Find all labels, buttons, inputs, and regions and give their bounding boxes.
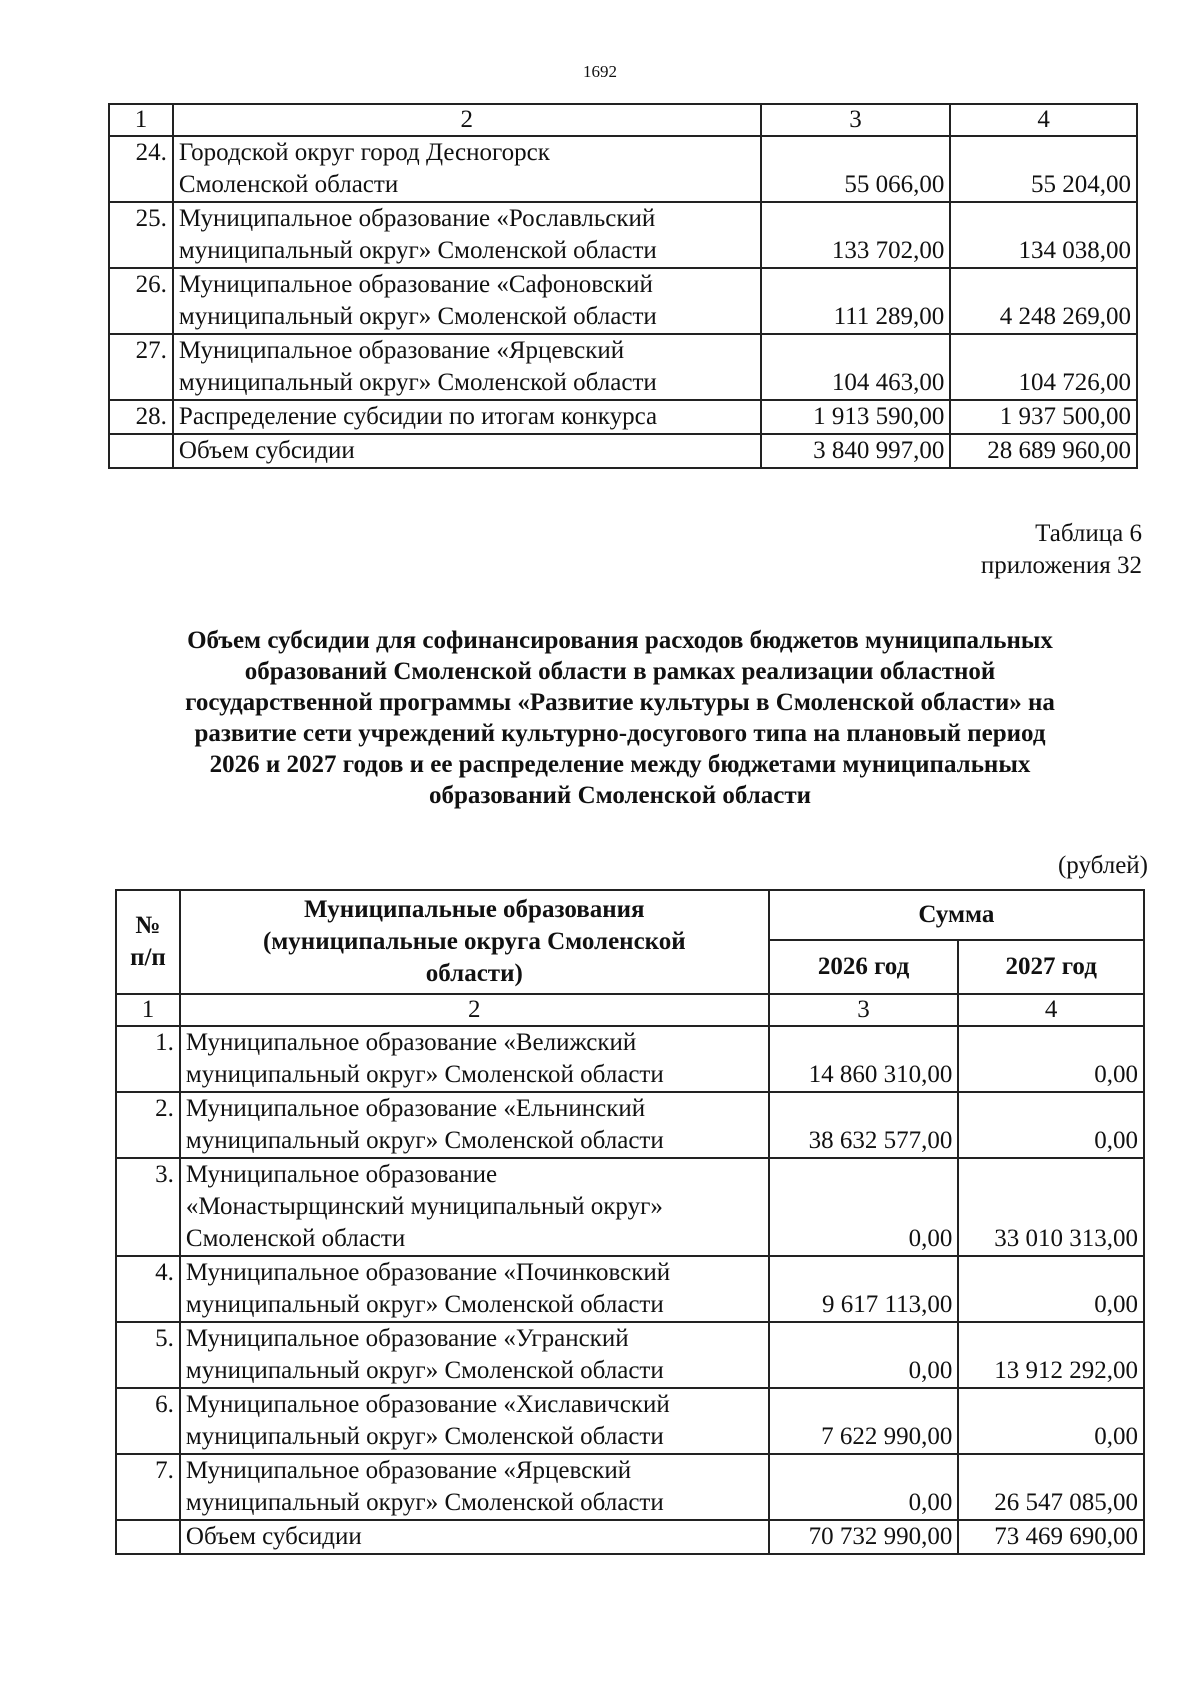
table-row <box>116 1026 1144 1092</box>
row-number: 4. <box>116 1256 180 1322</box>
row-name: Муниципальное образование «Ярцевский муниципальный округ» Смоленской области <box>173 334 761 400</box>
header-cell: 3 <box>769 994 959 1026</box>
table-header-numbers <box>109 104 1137 136</box>
row-value-3: 133 702,00 <box>761 202 951 268</box>
total-label: Объем субсидии <box>173 434 761 468</box>
row-number: 27. <box>109 334 173 400</box>
table-header-numbers <box>116 994 1144 1026</box>
row-value-2027: 26 547 085,00 <box>958 1454 1144 1520</box>
table-total-row <box>116 1520 1144 1554</box>
row-value-2027: 0,00 <box>958 1388 1144 1454</box>
row-value-2026: 38 632 577,00 <box>769 1092 959 1158</box>
row-value-4: 55 204,00 <box>950 136 1137 202</box>
table-row <box>109 268 1137 334</box>
row-number: 2. <box>116 1092 180 1158</box>
row-value-2027: 0,00 <box>958 1092 1144 1158</box>
table-total-row <box>109 434 1137 468</box>
row-name: Муниципальное образование «Угранский муниципальный округ» Смоленской области <box>180 1322 769 1388</box>
row-number: 26. <box>109 268 173 334</box>
row-value-4: 104 726,00 <box>950 334 1137 400</box>
table-row <box>116 1158 1144 1256</box>
table-caption <box>981 518 1142 582</box>
total-value-4: 28 689 960,00 <box>950 434 1137 468</box>
row-number: 6. <box>116 1388 180 1454</box>
row-value-2026: 9 617 113,00 <box>769 1256 959 1322</box>
header-year-2026: 2026 год <box>769 940 959 994</box>
row-number: 7. <box>116 1454 180 1520</box>
total-empty-cell <box>116 1520 180 1554</box>
header-sum: Сумма <box>769 890 1144 940</box>
table-row <box>109 202 1137 268</box>
header-cell: 4 <box>950 104 1137 136</box>
total-value-2026: 70 732 990,00 <box>769 1520 959 1554</box>
header-cell: 1 <box>116 994 180 1026</box>
table-row <box>109 400 1137 434</box>
header-cell: 2 <box>180 994 769 1026</box>
row-name: Муниципальное образование «Сафоновский муниципальный округ» Смоленской области <box>173 268 761 334</box>
header-cell: 3 <box>761 104 951 136</box>
row-name: Муниципальное образование «Монастырщинский муниципальный округ» Смоленской области <box>180 1158 769 1256</box>
row-number: 25. <box>109 202 173 268</box>
row-name: Муниципальное образование «Ярцевский муниципальный округ» Смоленской области <box>180 1454 769 1520</box>
row-value-2027: 0,00 <box>958 1026 1144 1092</box>
row-value-2026: 7 622 990,00 <box>769 1388 959 1454</box>
header-cell: 4 <box>958 994 1144 1026</box>
row-value-4: 4 248 269,00 <box>950 268 1137 334</box>
caption-table-number: Таблица 6 <box>1035 520 1142 547</box>
header-year-2027: 2027 год <box>958 940 1144 994</box>
row-name: Муниципальное образование «Велижский муниципальный округ» Смоленской области <box>180 1026 769 1092</box>
table-6 <box>115 889 1145 1555</box>
row-value-4: 1 937 500,00 <box>950 400 1137 434</box>
row-value-3: 104 463,00 <box>761 334 951 400</box>
row-number: 1. <box>116 1026 180 1092</box>
row-value-4: 134 038,00 <box>950 202 1137 268</box>
row-value-2026: 14 860 310,00 <box>769 1026 959 1092</box>
row-value-3: 55 066,00 <box>761 136 951 202</box>
row-value-2026: 0,00 <box>769 1454 959 1520</box>
total-value-2027: 73 469 690,00 <box>958 1520 1144 1554</box>
total-value-3: 3 840 997,00 <box>761 434 951 468</box>
document-title: Объем субсидии для софинансирования расходов бюджетов муниципальных образований Смоленской области в рамках реализации областной государственной программы «Развитие культуры в Смоленской области» на развитие сети учреждений культурно-досугового типа на плановый период 2026 и 2027 годов и ее распределение между бюджетами муниципальных образований Смоленской области <box>185 627 1055 809</box>
total-empty-cell <box>109 434 173 468</box>
table-header-row <box>116 890 1144 940</box>
table-row <box>116 1092 1144 1158</box>
row-number: 3. <box>116 1158 180 1256</box>
row-value-2026: 0,00 <box>769 1322 959 1388</box>
table-row <box>116 1388 1144 1454</box>
row-number: 5. <box>116 1322 180 1388</box>
header-cell: 1 <box>109 104 173 136</box>
row-name: Городской округ город Десногорск Смоленской области <box>173 136 761 202</box>
row-value-2027: 0,00 <box>958 1256 1144 1322</box>
caption-appendix: приложения 32 <box>980 552 1142 579</box>
table-row <box>109 334 1137 400</box>
header-cell: 2 <box>173 104 761 136</box>
row-value-3: 111 289,00 <box>761 268 951 334</box>
row-value-2027: 33 010 313,00 <box>958 1158 1144 1256</box>
total-label: Объем субсидии <box>180 1520 769 1554</box>
row-value-2026: 0,00 <box>769 1158 959 1256</box>
row-name: Муниципальное образование «Починковский муниципальный округ» Смоленской области <box>180 1256 769 1322</box>
row-value-2027: 13 912 292,00 <box>958 1322 1144 1388</box>
header-municipality: Муниципальные образования (муниципальные округа Смоленской области) <box>180 890 769 994</box>
table-row <box>116 1256 1144 1322</box>
table-continuation <box>108 103 1138 469</box>
row-value-3: 1 913 590,00 <box>761 400 951 434</box>
page-number: 1692 <box>583 62 617 81</box>
table-row <box>109 136 1137 202</box>
row-name: Муниципальное образование «Хиславичский муниципальный округ» Смоленской области <box>180 1388 769 1454</box>
row-name: Муниципальное образование «Ельнинский муниципальный округ» Смоленской области <box>180 1092 769 1158</box>
row-name: Муниципальное образование «Рославльский муниципальный округ» Смоленской области <box>173 202 761 268</box>
header-number: № п/п <box>116 890 180 994</box>
row-number: 24. <box>109 136 173 202</box>
row-number: 28. <box>109 400 173 434</box>
row-name: Распределение субсидии по итогам конкурса <box>173 400 761 434</box>
table-row <box>116 1454 1144 1520</box>
units-label: (рублей) <box>1057 852 1148 879</box>
table-row <box>116 1322 1144 1388</box>
